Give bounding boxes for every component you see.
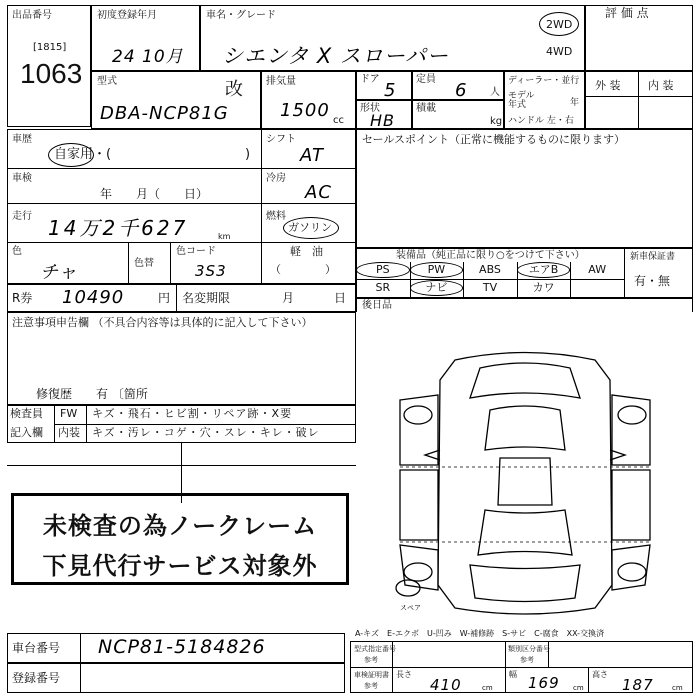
inspector-fw-label: FW	[60, 407, 78, 420]
shape-label: 形状	[360, 103, 380, 114]
chassis-label: 車台番号	[12, 641, 61, 655]
warranty-value: 有・無	[634, 274, 671, 288]
ac-value: AC	[305, 182, 332, 203]
model-grade-label: 車名・グレード	[206, 10, 276, 21]
ac-label: 冷房	[266, 173, 286, 184]
chassis-split	[80, 633, 81, 663]
late-label: 後日品	[362, 300, 392, 311]
cert-label: 車検証明書	[354, 671, 389, 679]
displacement-value: 1500	[280, 100, 330, 121]
car-damage-diagram	[360, 340, 690, 625]
cert-sub: 参考	[364, 682, 378, 690]
equipment-col-line	[570, 262, 571, 298]
shape-value: HB	[370, 111, 396, 130]
exterior-label: 外 装	[595, 79, 621, 92]
drive-2wd: 2WD	[546, 18, 573, 31]
warranty-split	[624, 248, 625, 298]
equipment-item: TV	[482, 281, 498, 294]
lot-number: 1063	[20, 58, 83, 89]
equipment-item: SR	[375, 281, 391, 294]
rating-label: 評 価 点	[605, 6, 649, 20]
spec-cert-mid	[350, 667, 693, 668]
color-code-label: 色コード	[176, 246, 216, 257]
length-unit: cm	[482, 684, 493, 692]
height-unit: cm	[672, 684, 683, 692]
notice-box	[11, 493, 349, 585]
exterior-interior-split	[638, 71, 639, 129]
usage-label: 車歴	[12, 134, 32, 145]
usage-value: 自家用・(	[54, 147, 112, 162]
inspector-label-top: 検査員	[10, 407, 43, 420]
length-value: 410	[430, 676, 462, 694]
mileage-unit: km	[218, 232, 231, 241]
equipment-item: PS	[356, 262, 410, 278]
history-split	[261, 129, 262, 284]
equipment-item: カワ	[532, 281, 555, 294]
class-label: 類別区分番号	[508, 645, 550, 653]
capacity-unit: 人	[490, 87, 500, 98]
inspector-interior-label: 内装	[58, 426, 80, 439]
type-label: 型式	[97, 76, 117, 87]
usage-close: )	[245, 147, 251, 162]
inspector-split-1	[54, 405, 55, 443]
recycle-unit: 円	[158, 291, 171, 305]
fuel-diesel: 軽 油	[290, 245, 323, 258]
deadline-month: 月	[282, 291, 295, 305]
capacity-value: 6	[455, 80, 468, 101]
equipment-title: 装備品（純正品に限り○をつけて下さい）	[396, 250, 585, 261]
doors-label: ドア	[360, 74, 380, 85]
inspector-label-bottom: 記入欄	[10, 426, 43, 439]
displacement-unit: cc	[333, 115, 344, 126]
damage-legend: A-キズ E-エクボ U-凹み W-補修跡 S-サビ C-腐食 XX-交換済	[355, 629, 605, 638]
reg-label: 登録番号	[12, 671, 61, 685]
shift-label: シフト	[266, 134, 296, 145]
inspector-fw-text: キズ・飛石・ヒビ割・リペア跡・X要	[92, 407, 293, 420]
height-label: 高さ	[592, 670, 608, 679]
color-split-2	[170, 242, 171, 284]
equipment-item: AW	[588, 263, 607, 276]
inspector-split-2	[86, 405, 87, 443]
fuel-label: 燃料	[266, 211, 286, 222]
notice-line-1: 未検査の為ノークレーム	[42, 512, 318, 540]
displacement-label: 排気量	[266, 76, 296, 87]
sales-point-label: セールスポイント（正常に機能するものに限ります）	[362, 133, 626, 146]
shift-value: AT	[300, 145, 324, 166]
inspection-label: 車検	[12, 173, 32, 184]
fuel-gas-circle	[283, 217, 339, 239]
fuel-paren: （ ）	[270, 263, 336, 276]
chassis-value: NCP81-5184826	[98, 636, 266, 658]
late-item-box	[356, 298, 693, 312]
drive-4wd: 4WD	[546, 45, 573, 58]
history-line-2	[7, 203, 356, 204]
deadline-label: 名変期限	[182, 291, 231, 305]
inspector-mid	[54, 424, 356, 425]
interior-label: 内 装	[648, 79, 674, 92]
notice-line-2: 下見代行サービス対象外	[42, 552, 318, 580]
equipment-item: ABS	[479, 263, 501, 276]
drive-2wd-circle	[539, 12, 579, 36]
equipment-item: PW	[410, 262, 464, 278]
fuel-gas: ガソリン	[288, 221, 332, 234]
recycle-value: 10490	[62, 287, 125, 308]
load-unit: kg	[490, 116, 503, 127]
first-reg-value: 24 10月	[112, 47, 184, 67]
dealer-label: ディーラー・並行	[508, 76, 580, 86]
usage-circle	[48, 143, 94, 167]
width-unit: cm	[573, 684, 584, 692]
color-change-label: 色替	[134, 258, 154, 269]
equipment-col-line	[410, 262, 411, 298]
width-value: 169	[528, 674, 560, 692]
spec-cert-label: 型式指定番号	[354, 645, 396, 653]
handle-label: ハンドル 左・右	[508, 116, 574, 126]
equipment-row-line	[356, 279, 624, 280]
color-code-value: 3S3	[195, 262, 227, 280]
color-split-1	[128, 242, 129, 284]
spec-cert-split-4	[588, 667, 589, 693]
color-label: 色	[12, 246, 22, 257]
type-value: DBA-NCP81G	[100, 103, 229, 124]
first-reg-label: 初度登録年月	[97, 10, 157, 21]
spare-label: スペア	[400, 604, 421, 612]
mileage-label: 走行	[12, 211, 32, 222]
warranty-label: 新車保証書	[630, 252, 676, 262]
width-label: 幅	[509, 670, 517, 679]
model-year-label: モデル年式	[508, 91, 535, 110]
equipment-item: ナビ	[410, 280, 464, 296]
repair-label: 修復歴 有 〔箇所	[36, 387, 148, 401]
mileage-value: 14万2千627	[48, 216, 189, 240]
notes-title: 注意事項申告欄 （不具合内容等は具体的に記入して下さい）	[12, 316, 313, 329]
reg-split	[80, 663, 81, 693]
length-label: 長さ	[396, 670, 412, 679]
equipment-col-line	[517, 262, 518, 298]
inspection-format: 年 月（ 日）	[100, 187, 209, 201]
model-grade-value: シエンタ X スローパー	[222, 44, 449, 68]
height-value: 187	[622, 676, 654, 694]
class-sub: 参考	[520, 656, 534, 664]
deadline-day: 日	[334, 291, 347, 305]
color-value: チャ	[40, 262, 78, 283]
lot-label: 出品番号	[12, 10, 52, 21]
year-unit: 年	[570, 98, 580, 108]
history-line-1	[7, 168, 356, 169]
inspector-interior-text: キズ・汚レ・コゲ・穴・スレ・キレ・破レ	[92, 426, 320, 439]
equipment-col-line	[463, 262, 464, 298]
lot-code: [1815]	[33, 42, 67, 53]
recycle-label: R券	[12, 291, 33, 305]
spec-cert-split-2	[505, 641, 506, 693]
type-mark: 改	[225, 79, 243, 100]
doors-value: 5	[384, 80, 397, 101]
sales-point-box	[356, 129, 693, 248]
capacity-label: 定員	[416, 74, 436, 85]
load-label: 積載	[416, 103, 436, 114]
equipment-item: エアB	[517, 262, 571, 278]
recycle-split	[176, 284, 177, 312]
history-line-3	[7, 242, 356, 243]
exterior-interior-divider	[585, 96, 693, 97]
spec-cert-sub: 参考	[364, 656, 378, 664]
